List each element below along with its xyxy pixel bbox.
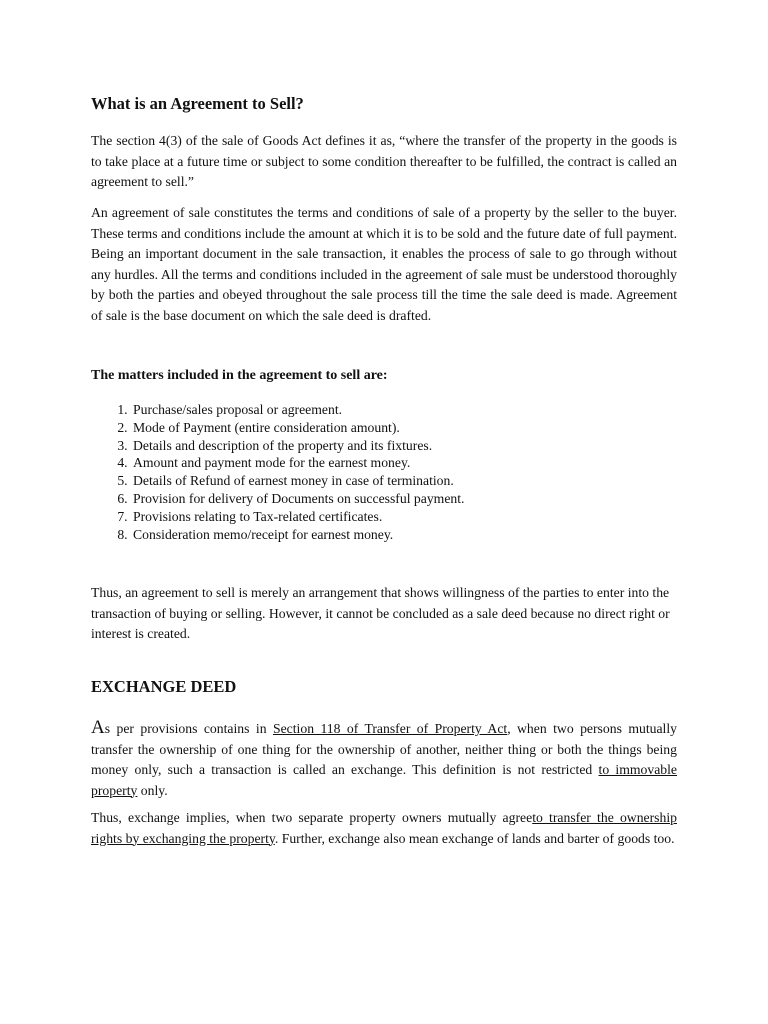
paragraph-conclusion: Thus, an agreement to sell is merely an arrangement that shows willingness of the parties to enter into the transaction of buying or selling. However, it cannot be concluded as a sale deed because no direct right or interest is created.: [91, 585, 670, 641]
transfer-ownership-link[interactable]: to transfer the ownership rights by exchanging the property: [91, 810, 677, 846]
list-item: 1. Purchase/sales proposal or agreement.: [131, 401, 677, 419]
heading-exchange-deed: EXCHANGE DEED: [91, 677, 237, 696]
paragraph-exchange-definition: [91, 719, 677, 801]
list-item: 3. Details and description of the property and its fixtures.: [131, 437, 677, 455]
text-span: only.: [137, 782, 168, 798]
text-span: . Further, exchange also mean exchange of lands and barter of goods too.: [274, 830, 675, 846]
list-item: 5. Details of Refund of earnest money in case of termination.: [131, 472, 677, 490]
list-item: 6. Provision for delivery of Documents on successful payment.: [131, 490, 677, 508]
list-item: 7. Provisions relating to Tax-related certificates.: [131, 508, 677, 526]
text-span: Thus, exchange implies, when two separate property owners mutually agree: [91, 810, 533, 825]
section-118-link[interactable]: Section 118 of Transfer of Property Act: [272, 721, 508, 736]
paragraph-definition: The section 4(3) of the sale of Goods Act defines it as, “where the transfer of the property in the goods is to take place at a future time or subject to some condition thereafter to be fulfilled, the contract is called an agreement to sell.”: [91, 133, 677, 189]
text-span: , when two persons mutually transfer the ownership of one thing for the ownership of another, neither thing or both the things being money only, such a transaction is called an exchange. This definition is not restricted: [91, 721, 677, 777]
list-item: 4. Amount and payment mode for the earnest money.: [131, 454, 677, 472]
paragraph-agreement-of-sale: An agreement of sale constitutes the terms and conditions of sale of a property by the seller to the buyer. These terms and conditions include the amount at which it is to be sold and the future date of full payment. Being an important document in the sale transaction, it enables the process of sale to go through without any hurdles. All the terms and conditions included in the agreement of sale must be understood thoroughly by both the parties and obeyed throughout the sale process till the time the sale deed is made. Agreement of sale is the base document on which the sale deed is drafted.: [91, 205, 677, 323]
paragraph-exchange-implies: [91, 808, 677, 849]
matters-list: [91, 401, 677, 543]
text-span: s per provisions contains in: [104, 721, 273, 736]
heading-agreement-to-sell: What is an Agreement to Sell?: [91, 94, 304, 113]
list-item: 8. Consideration memo/receipt for earnest money.: [131, 526, 677, 544]
immovable-property-link[interactable]: to immovable property: [91, 762, 677, 798]
drop-cap: A: [91, 717, 105, 738]
list-item: 2. Mode of Payment (entire consideration amount).: [131, 419, 677, 437]
subheading-matters-included: The matters included in the agreement to sell are:: [91, 368, 388, 383]
